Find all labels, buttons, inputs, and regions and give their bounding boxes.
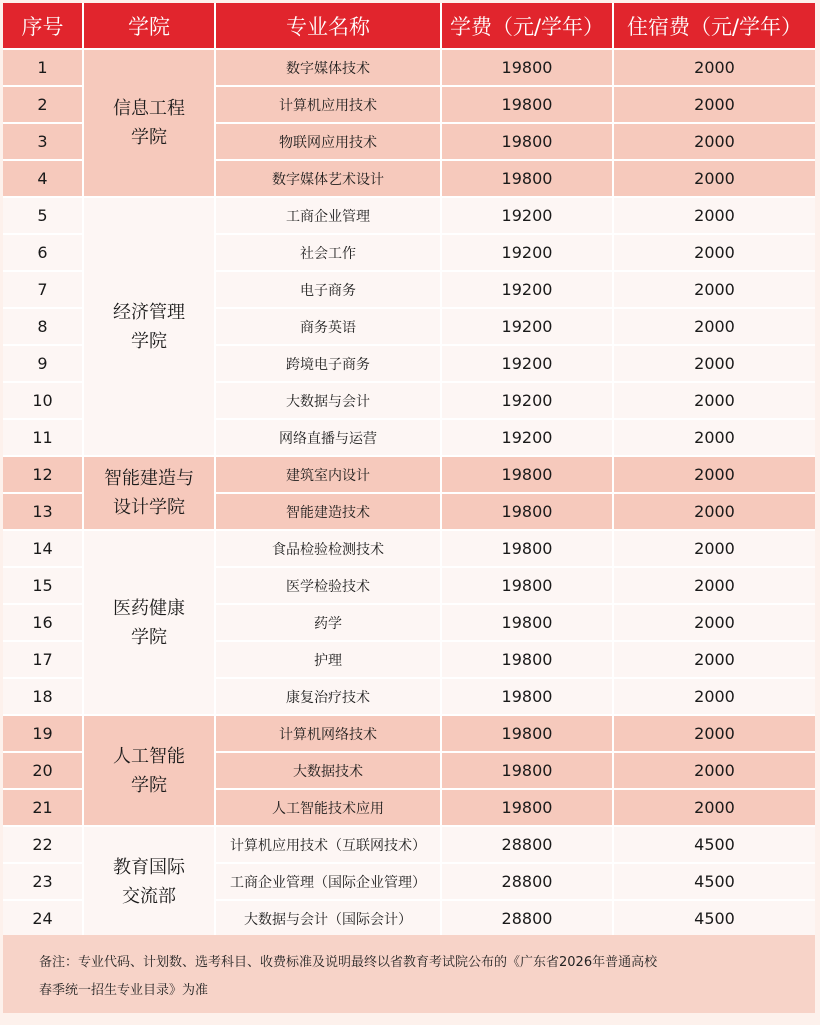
row-number: 15 [3,567,83,604]
college-cell [83,530,215,715]
college-name-line2: 交流部 [122,885,176,907]
table-row [3,530,815,567]
row-number: 16 [3,604,83,641]
dorm-fee-value: 2000 [613,456,815,493]
tuition-value: 28800 [441,826,613,863]
tuition-value: 19200 [441,234,613,271]
table-row [3,197,815,234]
major-name: 人工智能技术应用 [215,789,441,826]
tuition-value: 19200 [441,271,613,308]
major-name: 计算机应用技术 [215,86,441,123]
major-name: 大数据技术 [215,752,441,789]
tuition-value: 19200 [441,419,613,456]
tuition-value: 19800 [441,86,613,123]
footnote [3,935,815,1013]
tuition-value: 28800 [441,900,613,937]
row-number: 3 [3,123,83,160]
tuition-value: 19200 [441,382,613,419]
row-number: 2 [3,86,83,123]
row-number: 1 [3,49,83,86]
row-number: 23 [3,863,83,900]
tuition-value: 19800 [441,604,613,641]
dorm-fee-value: 2000 [613,604,815,641]
major-name: 医学检验技术 [215,567,441,604]
dorm-fee-value: 2000 [613,493,815,530]
major-name: 跨境电子商务 [215,345,441,382]
dorm-fee-value: 2000 [613,345,815,382]
header-index: 序号 [3,3,83,49]
dorm-fee-value: 2000 [613,49,815,86]
major-name: 康复治疗技术 [215,678,441,715]
dorm-fee-value: 2000 [613,234,815,271]
major-name: 网络直播与运营 [215,419,441,456]
tuition-value: 19800 [441,530,613,567]
header-dorm: 住宿费（元/学年） [613,3,815,49]
dorm-fee-value: 4500 [613,863,815,900]
dorm-fee-value: 2000 [613,530,815,567]
row-number: 10 [3,382,83,419]
tuition-value: 19800 [441,678,613,715]
row-number: 14 [3,530,83,567]
table-row [3,715,815,752]
tuition-value: 19800 [441,641,613,678]
row-number: 6 [3,234,83,271]
dorm-fee-value: 4500 [613,900,815,937]
major-name: 智能建造技术 [215,493,441,530]
major-name: 数字媒体技术 [215,49,441,86]
college-name-line2: 学院 [131,127,167,148]
college-name-line1: 教育国际 [113,856,185,878]
table-row [3,49,815,86]
dorm-fee-value: 2000 [613,752,815,789]
dorm-fee-value: 2000 [613,678,815,715]
header-major: 专业名称 [215,3,441,49]
dorm-fee-value: 2000 [613,789,815,826]
footnote-line2: 春季统一招生专业目录》为准 [39,983,209,998]
college-name-line1: 医药健康 [113,597,185,619]
row-number: 9 [3,345,83,382]
major-name: 工商企业管理 [215,197,441,234]
dorm-fee-value: 2000 [613,271,815,308]
dorm-fee-value: 2000 [613,419,815,456]
tuition-value: 19200 [441,308,613,345]
tuition-value: 19200 [441,197,613,234]
header-tuition: 学费（元/学年） [441,3,613,49]
tuition-value: 19800 [441,160,613,197]
row-number: 4 [3,160,83,197]
college-name-line2: 设计学院 [113,497,185,518]
college-cell [83,715,215,826]
tuition-value: 19800 [441,493,613,530]
tuition-value: 19800 [441,715,613,752]
header-college: 学院 [83,3,215,49]
row-number: 17 [3,641,83,678]
footnote-line1: 备注：专业代码、计划数、选考科目、收费标准及说明最终以省教育考试院公布的《广东省2026年普通高校 [39,955,658,970]
row-number: 18 [3,678,83,715]
major-name: 工商企业管理（国际企业管理） [215,863,441,900]
college-name-line1: 信息工程 [113,98,185,119]
row-number: 22 [3,826,83,863]
major-name: 计算机应用技术（互联网技术） [215,826,441,863]
major-name: 数字媒体艺术设计 [215,160,441,197]
row-number: 24 [3,900,83,937]
row-number: 21 [3,789,83,826]
row-number: 5 [3,197,83,234]
dorm-fee-value: 2000 [613,197,815,234]
major-name: 物联网应用技术 [215,123,441,160]
college-name-line1: 经济管理 [113,301,185,323]
row-number: 11 [3,419,83,456]
major-name: 电子商务 [215,271,441,308]
major-name: 药学 [215,604,441,641]
table-row [3,456,815,493]
college-cell [83,197,215,456]
tuition-value: 19800 [441,49,613,86]
college-cell [83,826,215,937]
row-number: 8 [3,308,83,345]
dorm-fee-value: 4500 [613,826,815,863]
college-name-line2: 学院 [131,774,167,796]
college-name-line1: 人工智能 [113,745,185,767]
tuition-value: 28800 [441,863,613,900]
major-name: 大数据与会计（国际会计） [215,900,441,937]
tuition-value: 19200 [441,345,613,382]
dorm-fee-value: 2000 [613,160,815,197]
dorm-fee-value: 2000 [613,86,815,123]
college-name-line2: 学院 [131,330,167,352]
major-name: 社会工作 [215,234,441,271]
row-number: 20 [3,752,83,789]
tuition-value: 19800 [441,567,613,604]
major-name: 大数据与会计 [215,382,441,419]
college-cell [83,456,215,530]
row-number: 19 [3,715,83,752]
dorm-fee-value: 2000 [613,715,815,752]
table-row [3,826,815,863]
tuition-value: 19800 [441,752,613,789]
tuition-value: 19800 [441,456,613,493]
dorm-fee-value: 2000 [613,641,815,678]
tuition-fee-table [3,3,815,938]
college-name-line1: 智能建造与 [104,468,194,489]
table-header-row [3,3,815,49]
major-name: 建筑室内设计 [215,456,441,493]
major-name: 商务英语 [215,308,441,345]
major-name: 计算机网络技术 [215,715,441,752]
college-name-line2: 学院 [131,626,167,648]
major-name: 食品检验检测技术 [215,530,441,567]
dorm-fee-value: 2000 [613,382,815,419]
row-number: 7 [3,271,83,308]
major-name: 护理 [215,641,441,678]
dorm-fee-value: 2000 [613,123,815,160]
dorm-fee-value: 2000 [613,567,815,604]
tuition-value: 19800 [441,123,613,160]
dorm-fee-value: 2000 [613,308,815,345]
row-number: 12 [3,456,83,493]
tuition-value: 19800 [441,789,613,826]
college-cell [83,49,215,197]
row-number: 13 [3,493,83,530]
